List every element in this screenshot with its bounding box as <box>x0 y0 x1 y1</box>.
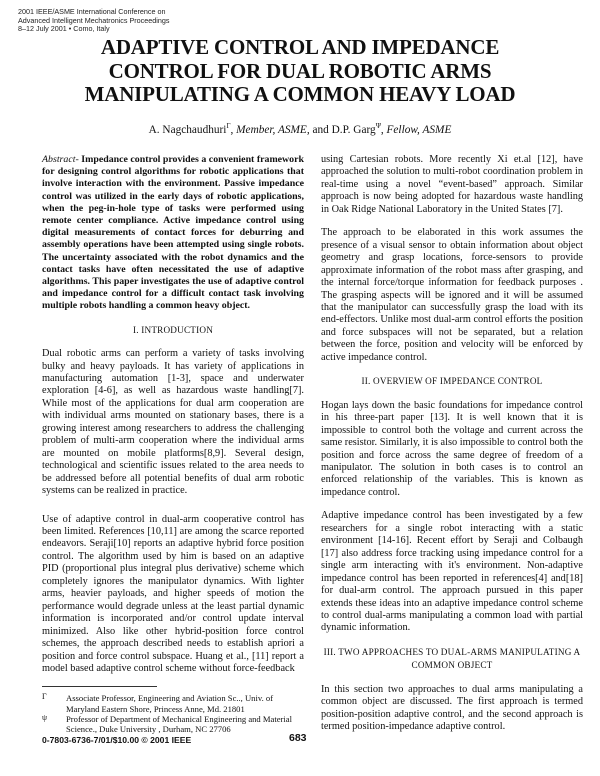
overview-paragraph-1: Hogan lays down the basic foundations for impedance control in his three-part paper [13]. It is well known that it is impossible to control both the voltage and current across the same resistor. Similarly, it is also impossible to control both the position and force across the same degree of freedom of a manipulator. The solution in both cases is to control an enforced relationship of the variables. This is known as impedance control. <box>321 399 583 498</box>
left-column <box>42 154 304 734</box>
right-paragraph-2: The approach to be elaborated in this work assumes the presence of a visual sensor to obtain information about object geometry and grasp locations, force-sensors to provide approximate information of the robot mass after grasping, and the internal force/torque information for feedback purposes . The grasping aspects will be ignored and it will be assumed that the manipulator can successfully grasp the load with its end-effectors. Unlike most dual-arm control efforts the position and force subspaces will not be separated, but a relation between the force, position and velocity will be enforced by active impedance control. <box>321 227 583 363</box>
section-heading-introduction: I. INTRODUCTION <box>132 324 214 335</box>
title-line2: CONTROL FOR DUAL ROBOTIC ARMS <box>108 58 492 83</box>
footnote-rule <box>42 686 157 687</box>
author-line: A. Nagchaudhuri$^\Gamma$, Member, ASME, and D.P. Garg$^\Psi$, Fellow, ASME <box>148 122 452 136</box>
intro-paragraph-2: Use of adaptive control in dual-arm cooperative control has been limited. References [10,11] are among the scarce reported endeavors. Seraji[10] reports an adaptive hybrid force position control. The algorithm used by him is based on an adaptive PID (proportional plus integral plus derivative) scheme which completely ignores the manipulator dynamics. With lighter arms, heavier payloads, and higher speeds of motion the performance would degrade unless at the least partial dynamic information is incorporated and/or control update interval minimized. Also like other hybrid-position force control schemes, the approach described needs to establish apriori a position and force control subspace. Huang et al., [11] report a model based adaptive control scheme without force-feedback <box>42 513 304 674</box>
footnote-1-text: Associate Professor, Engineering and Aviation Sc.., Univ. of Maryland Eastern Shore, Princess Anne, Md. 21801 <box>66 693 274 714</box>
author2-role: Fellow, ASME <box>386 123 452 136</box>
author-and: and <box>312 123 329 136</box>
approaches-heading-line1: III. TWO APPROACHES TO DUAL-ARMS MANIPULATING A <box>323 646 581 657</box>
section-heading-overview: II. OVERVIEW OF IMPEDANCE CONTROL <box>361 376 543 387</box>
author1-mark: Γ <box>226 122 231 130</box>
footnote-2-text: Professor of Department of Mechanical Engineering and Material Science., Duke University , Durham, NC 27706 <box>66 713 292 735</box>
approaches-heading-line2: COMMON OBJECT <box>411 659 493 670</box>
page-number: 683 <box>289 732 307 744</box>
intro-paragraph-1: Dual robotic arms can perform a variety of tasks involving bulky and heavy payloads. It has variety of applications in manufacturing automation [1-3], space and underwater exploration [4-6], as well as hazardous waste handling[7]. While most of the applications for dual arm cooperation are with individual arms mounted on stationary bases, there is a growing interest among researchers to address the challenging problem of multi-arm cooperation where the individual arms are mounted on mobile platforms[8,9]. Several design, technological and scientific issues related to the area needs to be addressed before all potential benefits of dual arm robotic systems can be realized in practice. <box>42 348 304 497</box>
conference-header-line1: 2001 IEEE/ASME International Conference on <box>18 7 166 16</box>
paper-title <box>40 36 560 107</box>
conference-header <box>18 8 169 34</box>
isbn-copyright: 0-7803-6736-7/01/$10.00 © 2001 IEEE <box>42 735 192 745</box>
title-line3: MANIPULATING A COMMON HEAVY LOAD <box>84 82 516 106</box>
abstract <box>42 154 304 313</box>
footnote-1-mark: Γ <box>42 692 47 702</box>
conference-header-line3: 8–12 July 2001 • Como, Italy <box>18 24 110 34</box>
footnote-2 <box>42 714 304 734</box>
author1-name: A. Nagchaudhuri <box>148 123 227 136</box>
footnote-1 <box>42 693 304 713</box>
overview-paragraph-2: Adaptive impedance control has been investigated by a few researchers for a single robot interacting with a static environment [14-16]. Recent effort by Seraji and Colbaugh [17] also address force tracking using impedance control for a single arm interacting with it's environment. Non-adaptive impedance control has been reported in references[4] and[18] for dual-arm control. The approach pursued in this paper extends these ideas into an adaptive impedance control scheme to control dual-arms manipulating a common load with partial dynamic information. <box>321 510 583 634</box>
conference-header-line2: Advanced Intelligent Mechatronics Proceedings <box>18 15 170 25</box>
title-line1: ADAPTIVE CONTROL AND IMPEDANCE <box>100 35 500 59</box>
section-heading-approaches <box>321 646 583 672</box>
abstract-lead: Abstract- <box>42 154 79 165</box>
approach-paragraph-1: In this section two approaches to dual arms manipulating a common object are discussed. The first approach is termed position-position adaptive control, and the second approach is termed position-impedance adaptive control. <box>321 683 583 733</box>
abstract-text: Impedance control provides a convenient framework for designing control algorithms for robotic applications that involve interaction with the environment. Passive impedance control was utilized in the early days of robotic applications, when the peg-in-hole type of tasks were performed using remote center compliance. Active impedance control using digital measurements of contact forces for deburring and assembly operations have been attempted using single robots. The uncertainty associated with the robot dynamics and the contact tasks have often necessitated the use of adaptive algorithms. This paper investigates the use of adaptive control and impedance control for a difficult contact task involving multiple robots handling a common heavy object. <box>42 154 304 312</box>
right-column <box>321 154 583 745</box>
right-paragraph-1: using Cartesian robots. More recently Xi et.al [12], have approached the solution to multi-robot coordination problem in real-time using a novel “event-based” approach. Similar approach is now being adopted for hazardous waste handling in Oak Ridge National Laboratory in the United States [7]. <box>321 154 583 215</box>
author2-mark: Ψ <box>375 122 381 130</box>
author2-name: D.P. Garg <box>331 123 376 136</box>
footnote-2-mark: ψ <box>42 712 48 722</box>
author1-role: Member, ASME, <box>236 123 310 136</box>
